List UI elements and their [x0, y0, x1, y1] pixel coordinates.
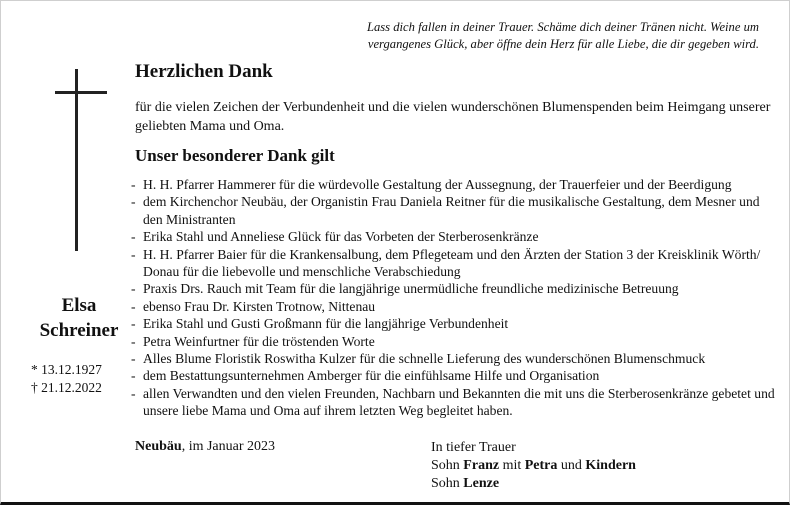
- list-item: - allen Verwandten und den vielen Freunden, Nachbarn und Bekannten die mit uns die Sterberosenkränze gebetet und unsere liebe Mama und Oma auf ihrem letzten Weg begleitet haben.: [131, 385, 775, 419]
- quote-text: Lass dich fallen in deiner Trauer. Schäme dich deiner Tränen nicht. Weine um vergangenes Glück, aber öffne dein Herz für alle Liebe, die dir gegeben wird.: [366, 20, 759, 51]
- deceased-first-name: Elsa: [61, 295, 97, 316]
- list-item: - Erika Stahl und Gusti Großmann für die langjährige Verbundenheit: [131, 316, 509, 332]
- place-name: Neubäu: [135, 439, 182, 454]
- page-title: Herzlichen Dank: [135, 61, 273, 82]
- deceased-name: [21, 293, 137, 343]
- deceased-last-name: Schreiner: [39, 320, 119, 341]
- list-item: - H. H. Pfarrer Hammerer für die würdevolle Gestaltung der Aussegnung, der Trauerfeier und der Beerdigung: [131, 177, 732, 192]
- section-title: Unser besonderer Dank gilt: [135, 146, 335, 165]
- birth-date: * 13.12.1927: [31, 362, 102, 377]
- intro-text: für die vielen Zeichen der Verbundenheit und die vielen wunderschönen Blumenspenden beim Heimgang unserer geliebten Mama und Oma.: [135, 100, 771, 134]
- signature-line-2: Sohn Lenze: [431, 476, 500, 491]
- cross-vertical: [75, 69, 78, 251]
- list-item: - H. H. Pfarrer Baier für die Krankensalbung, dem Pflegeteam und den Ärzten der Station 3 der Kreisklinik Wörth/ Donau für die liebevolle und menschliche Verabschiedung: [131, 246, 761, 280]
- list-item: - ebenso Frau Dr. Kirsten Trotnow, Nittenau: [131, 298, 376, 314]
- thanks-list: [131, 176, 781, 420]
- list-item: - Praxis Drs. Rauch mit Team für die langjährige unermüdliche freundliche medizinische Betreuung: [131, 281, 679, 297]
- signature-line-1: Sohn Franz mit Petra und Kindern: [431, 458, 636, 473]
- signature-block: [431, 439, 636, 493]
- place-date-line: [135, 439, 275, 455]
- life-dates: [31, 361, 102, 397]
- list-item: - Alles Blume Floristik Roswitha Kulzer für die schnelle Lieferung des wunderschönen Blumenschmuck: [131, 351, 706, 367]
- list-item: - Petra Weinfurtner für die tröstenden Worte: [131, 333, 375, 349]
- cross-horizontal: [55, 91, 107, 94]
- list-item: - dem Kirchenchor Neubäu, der Organistin Frau Daniela Reitner für die musikalische Gestaltung, dem Mesner und den Ministranten: [131, 194, 760, 227]
- list-item: - dem Bestattungsunternehmen Amberger für die einfühlsame Hilfe und Organisation: [131, 368, 600, 384]
- cross-icon: [55, 69, 107, 251]
- date-text: , im Januar 2023: [181, 439, 276, 454]
- signature-intro: In tiefer Trauer: [431, 440, 516, 455]
- death-date: † 21.12.2022: [31, 380, 102, 395]
- list-item: - Erika Stahl und Anneliese Glück für das Vorbeten der Sterberosenkränze: [131, 229, 539, 245]
